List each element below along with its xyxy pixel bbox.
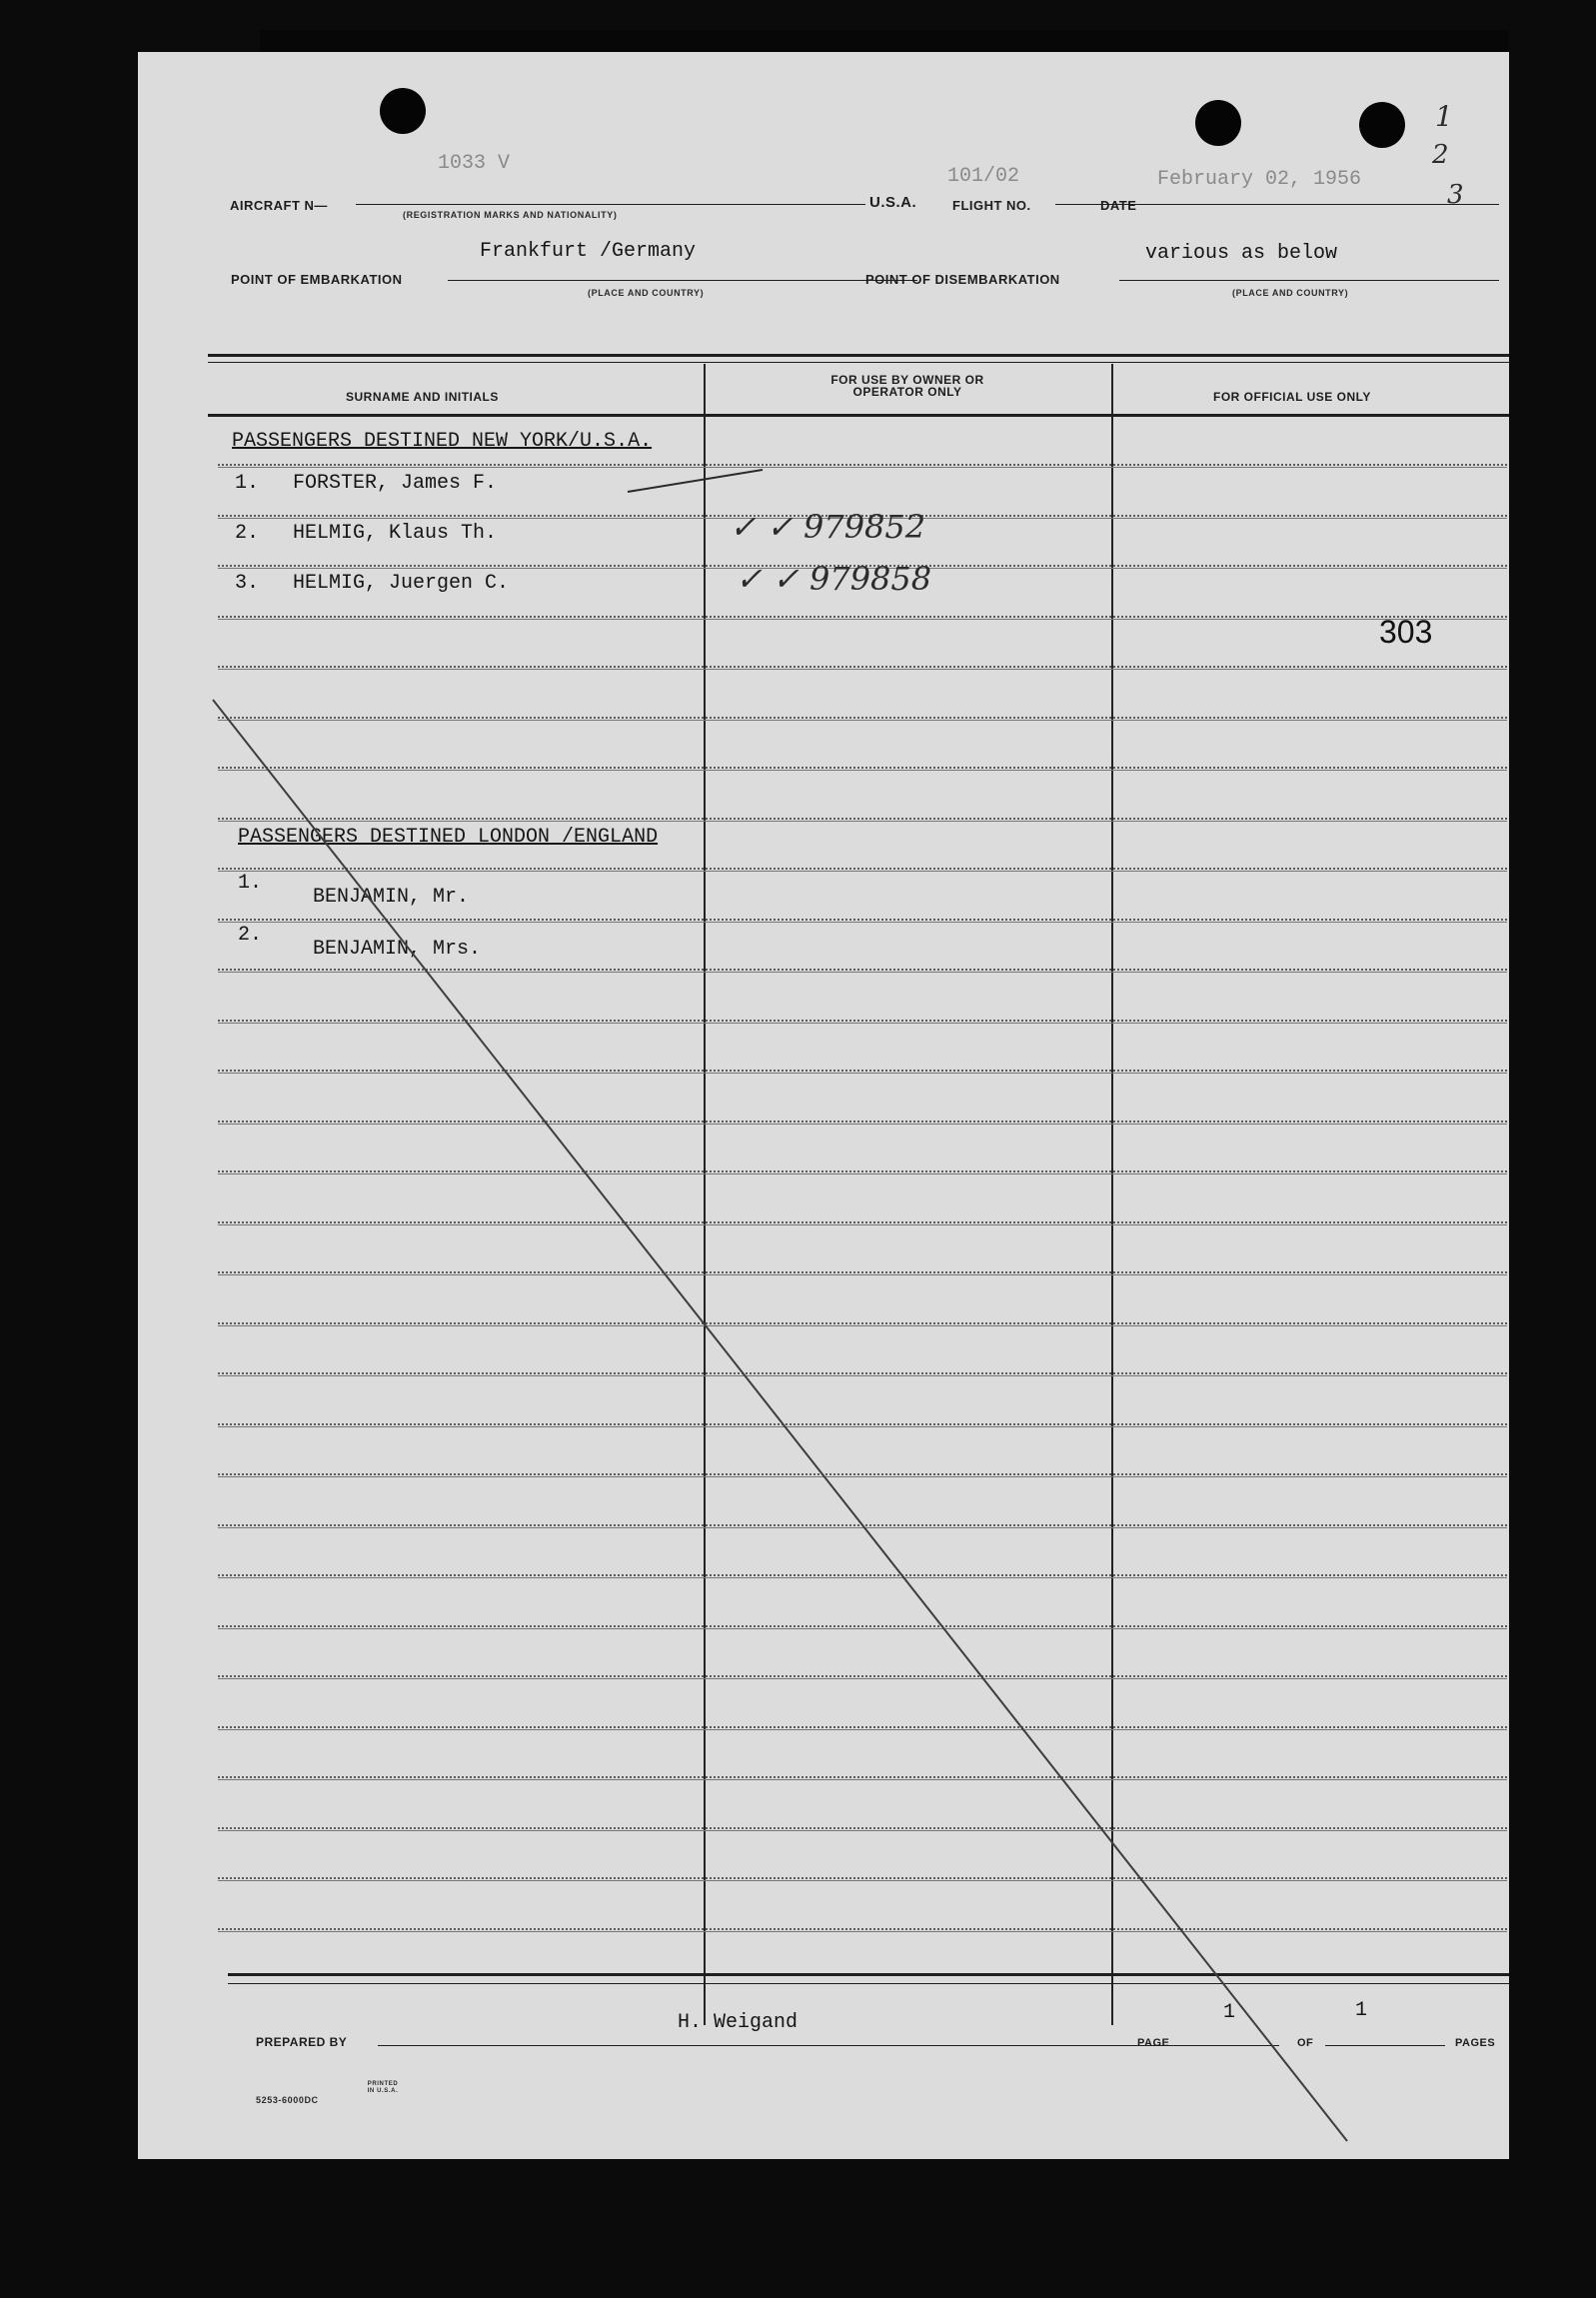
row-number: 2. [235,522,260,545]
aircraft-label: AIRCRAFT N— [230,198,328,213]
diagonal-cancel-line [138,52,1509,2159]
page-mark-3: 3 [1447,180,1464,210]
country-label: U.S.A. [869,194,917,211]
passenger-name: HELMIG, Juergen C. [293,572,510,595]
page-mark-1: 1 [1435,100,1453,133]
prepared-value: H. Weigand [678,2011,798,2034]
col-surname: SURNAME AND INITIALS [346,390,499,404]
section-heading-new-york: PASSENGERS DESTINED NEW YORK/U.S.A. [232,430,653,453]
page-mark-2: 2 [1432,140,1449,170]
disembark-value: various as below [1145,242,1338,265]
passenger-name: BENJAMIN, Mr. [313,886,470,909]
flight-label: FLIGHT NO. [952,198,1031,213]
embark-value: Frankfurt /Germany [480,240,697,263]
pages-label: PAGES [1455,2037,1496,2049]
manifest-form [138,52,1509,2159]
row-number: 1. [238,872,263,895]
col-owner: FOR USE BY OWNER OR OPERATOR ONLY [830,373,984,399]
embark-caption: (PLACE AND COUNTRY) [588,288,705,298]
section-heading-london: PASSENGERS DESTINED LONDON /ENGLAND [238,826,659,849]
official-stamp-number: 303 [1379,614,1433,650]
handwritten-check-number: ✓ ✓ 979852 [730,508,926,546]
row-number: 2. [238,924,263,947]
aircraft-value: 1033 V [438,152,511,175]
printed-note: PRINTED IN U.S.A. [367,2081,399,2094]
date-label: DATE [1100,198,1137,213]
embark-label: POINT OF EMBARKATION [231,272,403,287]
of-value: 1 [1355,1999,1368,2022]
disembark-caption: (PLACE AND COUNTRY) [1232,288,1349,298]
handwritten-check-number: ✓ ✓ 979858 [736,560,932,598]
page-value: 1 [1223,2001,1236,2024]
passenger-name: BENJAMIN, Mrs. [313,938,482,961]
passenger-name: FORSTER, James F. [293,472,498,495]
flight-value: 101/02 [947,165,1020,188]
page-label: PAGE [1137,2037,1170,2049]
disembark-label: POINT OF DISEMBARKATION [865,272,1060,287]
prepared-label: PREPARED BY [256,2035,348,2049]
row-number: 1. [235,472,260,495]
passenger-name: HELMIG, Klaus Th. [293,522,498,545]
row-number: 3. [235,572,260,595]
col-official: FOR OFFICIAL USE ONLY [1213,390,1371,404]
date-value: February 02, 1956 [1157,168,1362,191]
of-label: OF [1297,2037,1314,2049]
registration-caption: (REGISTRATION MARKS AND NATIONALITY) [403,210,618,220]
form-code: 5253-6000DC [256,2095,319,2105]
